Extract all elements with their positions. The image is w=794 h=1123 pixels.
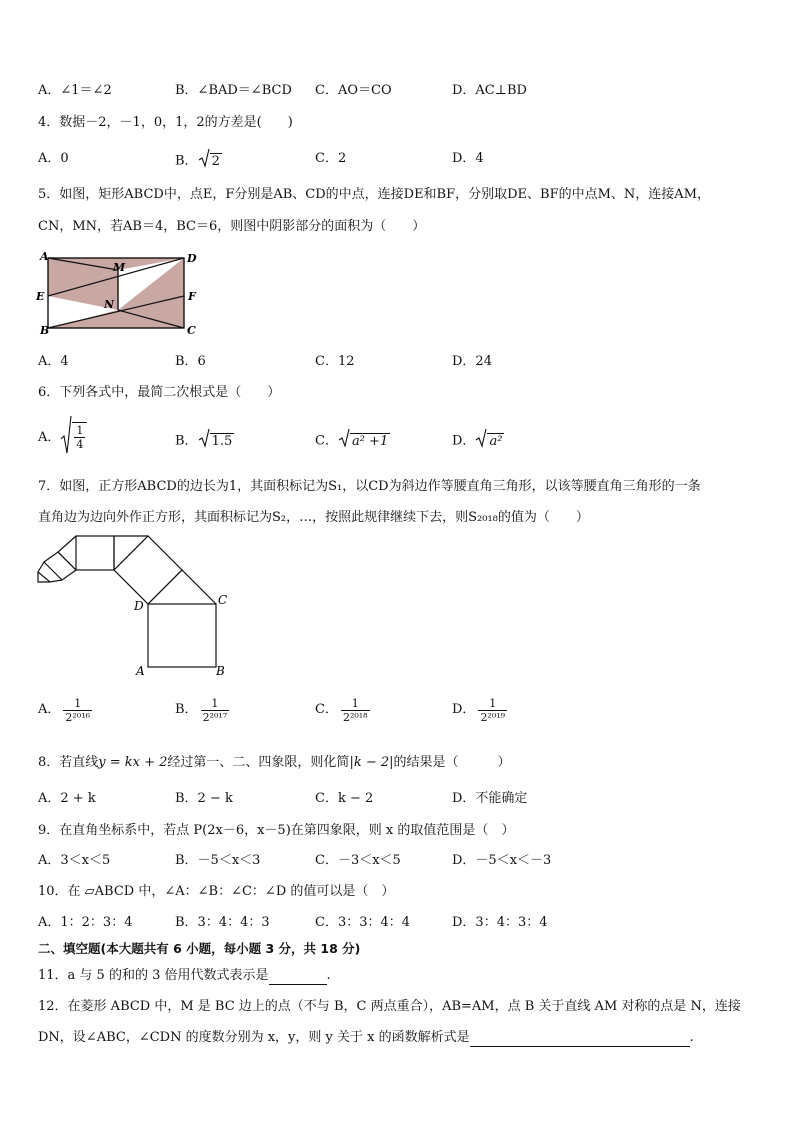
q6-option-b: [175, 428, 234, 454]
q5-rectangle-figure: [34, 250, 204, 336]
q4-option-b-radicand: 2: [211, 153, 220, 169]
q5-option-c: C．12: [315, 354, 355, 369]
sqrt-sign-icon: [475, 428, 487, 454]
q7-squares-figure: [30, 530, 240, 680]
q7-label-c: C: [218, 593, 228, 607]
q7-option-b-numerator: 1: [211, 696, 219, 710]
q7-option-a-label: A．: [38, 702, 61, 717]
q7-option-a-denominator: 2²⁰¹⁶: [65, 710, 91, 724]
q12-stem-line2: [38, 1029, 694, 1047]
q5-option-b: B．6: [175, 354, 206, 369]
q10-option-d: D．3：4：3：4: [452, 915, 548, 930]
q7-option-d-label: D．: [452, 702, 476, 717]
q12-stem-end: .: [689, 1030, 694, 1045]
q3-option-d: D．AC⊥BD: [452, 83, 527, 98]
sqrt-sign-icon: [198, 428, 210, 454]
q6-option-a-denominator: 4: [76, 438, 84, 451]
sqrt-sign-icon: [338, 428, 350, 454]
q9-stem: 9．在直角坐标系中，若点 P(2x－6，x－5)在第四象限，则 x 的取值范围是（ ）: [38, 823, 515, 838]
q7-option-c-numerator: 1: [351, 696, 359, 710]
q8-absolute-value: |k − 2|: [349, 755, 394, 770]
q9-option-b: B．－5＜x＜3: [175, 853, 261, 868]
q11-stem-text: 11．a 与 5 的和的 3 倍用代数式表示是: [38, 968, 269, 983]
q12-stem-line1: 12．在菱形 ABCD 中，M 是 BC 边上的点（不与 B，C 两点重合），AB=AM，点 B 关于直线 AM 对称的点是 N，连接: [38, 999, 741, 1014]
q5-stem-line2: CN，MN，若AB＝4，BC＝6，则图中阴影部分的面积为（ ）: [38, 219, 426, 234]
q11-stem: [38, 967, 331, 985]
q8-stem-part2: 经过第一、二、四象限，则化简: [167, 755, 350, 770]
q7-option-d-denominator: 2²⁰¹⁹: [480, 710, 506, 724]
q5-label-d: D: [187, 252, 197, 265]
q9-option-a: A．3＜x＜5: [38, 853, 111, 868]
q6-stem: 6．下列各式中，最简二次根式是（ ）: [38, 385, 281, 400]
q4-option-c: C．2: [315, 151, 347, 166]
sqrt-sign-icon: [198, 148, 210, 174]
q8-stem-part3: 的结果是（ ）: [393, 755, 511, 770]
q5-option-d: D．24: [452, 354, 492, 369]
q5-option-a: A．4: [38, 354, 69, 369]
q6-option-d: [452, 428, 504, 454]
q6-option-c-label: C．: [315, 433, 338, 449]
sqrt-sign-icon: [60, 415, 72, 461]
q7-label-a: A: [136, 664, 145, 678]
q7-square-s4: [44, 552, 76, 580]
q7-option-d-numerator: 1: [489, 696, 497, 710]
q5-label-f: F: [188, 290, 196, 303]
q7-option-b-label: B．: [175, 702, 198, 717]
q8-stem: [38, 754, 511, 772]
q12-answer-blank[interactable]: [470, 1032, 690, 1047]
q7-square-abcd: [148, 604, 216, 667]
q7-label-d: D: [134, 599, 144, 613]
q8-option-d: D．不能确定: [452, 791, 528, 806]
q6-option-d-label: D．: [452, 433, 476, 449]
q6-option-a: [38, 418, 87, 458]
q7-stem-line2: 直角边为边向外作正方形，其面积标记为S₂，…，按照此规律继续下去，则S₂₀₁₈的值为（ ）: [38, 510, 589, 525]
q7-option-d: [452, 692, 510, 728]
section-heading: 二、填空题(本大题共有 6 小题，每小题 3 分，共 18 分): [38, 941, 361, 956]
q7-square-s3: [76, 536, 114, 570]
q8-option-a: A．2 + k: [38, 791, 96, 806]
q7-square-s2: [114, 536, 182, 604]
q6-option-b-radicand: 1.5: [211, 433, 233, 449]
q5-label-b: B: [40, 324, 50, 336]
q6-option-a-radicand: [72, 422, 87, 452]
q7-option-a: [38, 692, 95, 728]
q8-option-b: B．2 − k: [175, 791, 233, 806]
q10-stem: 10．在 ▱ABCD 中，∠A：∠B：∠C：∠D 的值可以是（ ）: [38, 884, 395, 899]
q10-option-b: B．3：4：4：3: [175, 915, 270, 930]
q6-option-c-radicand: a² +1: [351, 433, 389, 449]
q7-option-a-numerator: 1: [74, 696, 82, 710]
q7-option-c-label: C．: [315, 702, 338, 717]
q4-option-b-label: B．: [175, 153, 198, 169]
q7-option-c-denominator: 2²⁰¹⁸: [342, 710, 368, 724]
q5-label-a: A: [40, 250, 49, 263]
q3-option-b: B．∠BAD＝∠BCD: [175, 83, 292, 98]
q7-stem-line1: 7．如图，正方形ABCD的边长为1，其面积标记为S₁，以CD为斜边作等腰直角三角形，以该等腰直角三角形的一条: [38, 479, 701, 494]
q5-label-m: M: [113, 261, 126, 274]
q12-stem-text: DN，设∠ABC，∠CDN 的度数分别为 x，y，则 y 关于 x 的函数解析式是: [38, 1030, 470, 1045]
q9-option-d: D．－5＜x＜－3: [452, 853, 552, 868]
q11-answer-blank[interactable]: [269, 970, 327, 985]
q5-label-c: C: [187, 324, 196, 336]
q7-label-b: B: [216, 664, 225, 678]
q4-option-a: A．0: [38, 151, 69, 166]
q8-formula: y = kx + 2: [98, 755, 168, 770]
q6-option-a-numerator: 1: [76, 424, 84, 437]
q7-option-b-denominator: 2²⁰¹⁷: [202, 710, 228, 724]
q3-option-a: A．∠1＝∠2: [38, 83, 112, 98]
q6-option-d-radicand: a²: [489, 433, 503, 449]
q6-option-b-label: B．: [175, 433, 198, 449]
q4-option-b: [175, 148, 222, 174]
q10-option-a: A．1：2：3：4: [38, 915, 133, 930]
q5-stem-line1: 5．如图，矩形ABCD中，点E，F分别是AB、CD的中点，连接DE和BF，分别取DE、BF的中点M、N，连接AM，: [38, 187, 711, 202]
q7-option-c: [315, 692, 373, 728]
q3-option-c: C．AO＝CO: [315, 83, 392, 98]
q6-option-a-label: A．: [38, 430, 61, 445]
q4-stem: 4．数据－2，－1，0，1，2的方差是( ): [38, 115, 293, 130]
q9-option-c: C．－3＜x＜5: [315, 853, 401, 868]
q7-triangle-1: [148, 570, 216, 604]
q10-option-c: C．3：3：4：4: [315, 915, 411, 930]
q11-stem-end: .: [326, 968, 331, 983]
q7-option-b: [175, 692, 232, 728]
q4-option-d: D．4: [452, 151, 484, 166]
q5-label-n: N: [104, 298, 115, 311]
q5-label-e: E: [36, 290, 45, 303]
q8-stem-part1: 8．若直线: [38, 755, 99, 770]
q6-option-c: [315, 428, 390, 454]
q8-option-c: C．k − 2: [315, 791, 374, 806]
